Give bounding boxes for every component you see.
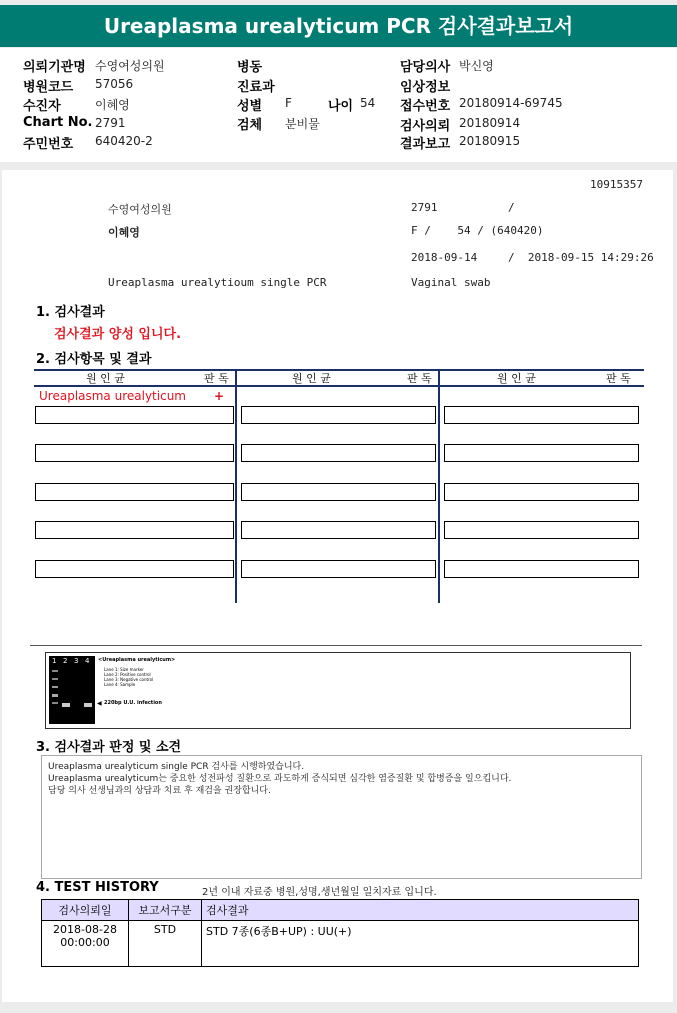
date-from: 2018-09-14: [411, 251, 478, 264]
date-to: / 2018-09-15 14:29:26: [508, 251, 654, 264]
header-value: 640420-2: [95, 134, 153, 148]
history-date: [42, 921, 129, 967]
history-col-header: 검사결과: [202, 900, 639, 921]
report-paper: [2, 170, 673, 1002]
header-label: 결과보고: [400, 137, 451, 152]
result-field: [444, 444, 639, 462]
result-field: [35, 521, 234, 539]
column-divider: [235, 369, 237, 603]
report-header: [0, 48, 677, 162]
header-label: Chart No.: [23, 115, 93, 130]
report-code: 10915357: [590, 178, 643, 191]
col-header-result: 판 독: [606, 372, 631, 385]
organism-result: +: [214, 389, 225, 403]
findings-text: [48, 761, 511, 797]
section-result-title: 1. 검사결과: [36, 305, 105, 320]
age-value: 54: [360, 96, 376, 110]
header-label: 의뢰기관명: [23, 60, 86, 75]
result-field: [35, 560, 234, 578]
col-header-organism: 원 인 균: [292, 372, 331, 385]
result-field: [241, 521, 436, 539]
result-field: [241, 444, 436, 462]
header-label: 검체: [237, 118, 263, 133]
legend-item: Lane 3: Negative control: [104, 677, 154, 682]
header-value: 20180915: [459, 134, 521, 148]
header-label: 진료과: [237, 80, 275, 95]
result-field: [241, 483, 436, 501]
history-time-value: 00:00:00: [60, 936, 110, 949]
header-value: 분비물: [285, 117, 320, 131]
history-type: STD: [129, 921, 202, 967]
result-field: [444, 521, 639, 539]
header-label: 검사의뢰: [400, 119, 451, 134]
header-label: 담당의사: [400, 60, 451, 75]
result-field: [444, 406, 639, 424]
findings-box: [41, 755, 642, 879]
header-label: 병동: [237, 60, 263, 75]
section-findings-title: 3. 검사결과 판정 및 소견: [36, 740, 182, 755]
lane-number: 1: [52, 657, 57, 665]
result-field: [241, 560, 436, 578]
sex-age: F / 54 / (640420): [411, 224, 544, 237]
col-header-result: 판 독: [407, 372, 432, 385]
report-title: Ureaplasma urealyticum PCR 검사결과보고서: [0, 5, 677, 47]
band-label: 220bp U.U. infection: [104, 700, 162, 706]
history-result: STD 7종(6종B+UP) : UU(+): [202, 921, 639, 967]
sample-band: [84, 703, 92, 707]
section-items-title: 2. 검사항목 및 결과: [36, 352, 152, 367]
result-field: [241, 406, 436, 424]
gel-legend: [104, 667, 153, 687]
findings-line: Ureaplasma urealyticum single PCR 검사를 시행하였습니다.: [48, 762, 305, 772]
col-header-result: 판 독: [204, 372, 229, 385]
result-field: [35, 444, 234, 462]
column-divider: [438, 369, 440, 603]
header-value: 20180914: [459, 116, 521, 130]
legend-item: Lane 1: Size marker: [104, 667, 144, 672]
header-label: 병원코드: [23, 80, 74, 95]
result-field: [35, 406, 234, 424]
gel-figure: [45, 652, 631, 729]
specimen: Vaginal swab: [411, 276, 491, 289]
history-row: [42, 921, 639, 967]
marker-band: [52, 670, 58, 672]
header-label: 접수번호: [400, 99, 451, 114]
result-field: [35, 483, 234, 501]
lane-number: 2: [63, 657, 68, 665]
header-value: 2791: [95, 116, 126, 130]
header-label: 수진자: [23, 99, 61, 114]
header-value: 20180914-69745: [459, 96, 563, 110]
positive-band: [62, 703, 70, 707]
header-label: 임상정보: [400, 80, 451, 95]
marker-band: [52, 686, 58, 688]
header-value: 수영여성의원: [95, 59, 165, 73]
col-header-organism: 원 인 균: [497, 372, 536, 385]
history-date-value: 2018-08-28: [53, 923, 117, 936]
patient-name: 이혜영: [108, 226, 140, 239]
header-value: F: [285, 96, 292, 110]
test-name: Ureaplasma urealytioum single PCR: [108, 276, 327, 289]
chart-slash: /: [508, 201, 515, 214]
header-value: 이혜영: [95, 98, 130, 112]
organism-name: Ureaplasma urealyticum: [39, 389, 186, 403]
header-label: 주민번호: [23, 137, 74, 152]
header-value: 박신영: [459, 59, 494, 73]
history-col-header: 보고서구분: [129, 900, 202, 921]
gel-legend-title: <Ureaplasma urealyticum>: [98, 657, 176, 663]
history-note: 2년 이내 자료중 병원,성명,생년월일 일치자료 입니다.: [202, 887, 437, 898]
section-history-title: 4. TEST HISTORY: [36, 880, 159, 895]
header-value: 57056: [95, 77, 134, 91]
hospital-name: 수영여성의원: [108, 203, 172, 216]
legend-item: Lane 2: Positive control: [104, 672, 151, 677]
marker-band: [52, 694, 58, 697]
items-header: [34, 369, 644, 387]
arrow-icon: ◀: [97, 700, 102, 707]
legend-item: Lane 4: Sample: [104, 682, 136, 687]
header-label: 성별: [237, 99, 263, 114]
findings-line: 담당 의사 선생님과의 상담과 치료 후 재검을 권장합니다.: [48, 786, 271, 796]
result-field: [444, 560, 639, 578]
result-field: [444, 483, 639, 501]
age-label: 나이: [328, 99, 354, 114]
gel-image: [49, 656, 95, 724]
lane-number: 3: [74, 657, 79, 665]
result-text: 검사결과 양성 입니다.: [54, 327, 182, 342]
history-table: [41, 899, 639, 967]
marker-band: [52, 702, 58, 704]
chart-number: 2791: [411, 201, 438, 214]
lane-number: 4: [85, 657, 90, 665]
col-header-organism: 원 인 균: [86, 372, 125, 385]
marker-band: [52, 678, 58, 680]
history-header-row: [42, 900, 639, 921]
divider: [30, 645, 642, 646]
findings-line: Ureaplasma urealyticum는 중요한 성전파성 질환으로 과도하게 증식되면 심각한 염증질환 및 합병증을 일으킵니다.: [48, 774, 512, 784]
history-col-header: 검사의뢰일: [42, 900, 129, 921]
